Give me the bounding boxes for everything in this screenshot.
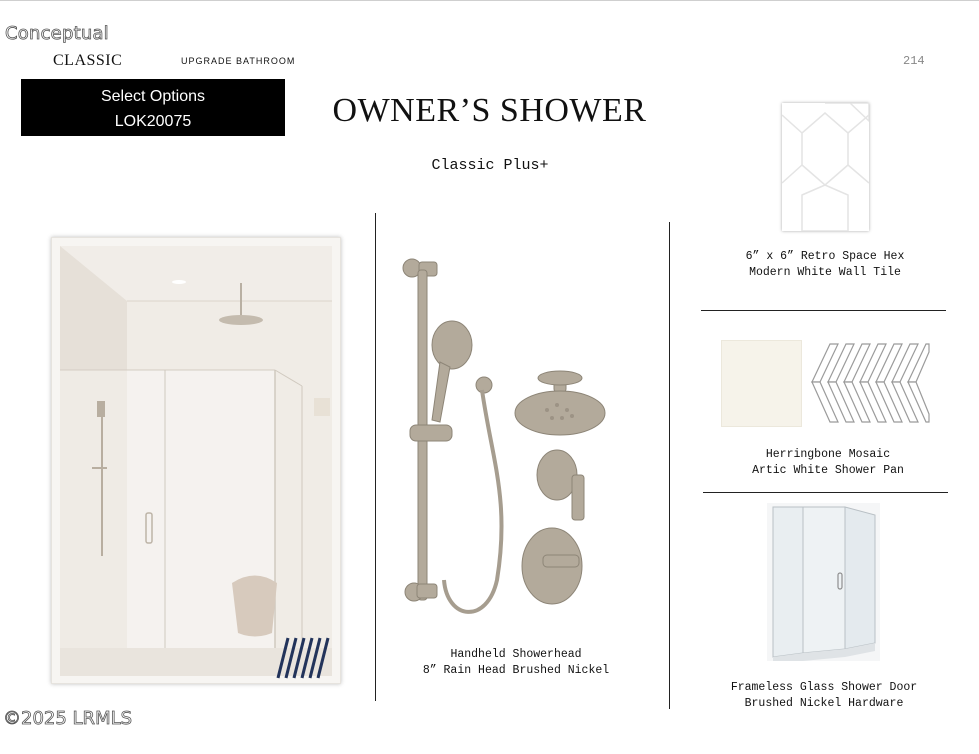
top-border <box>0 0 979 1</box>
fixtures-caption-line2: 8” Rain Head Brushed Nickel <box>422 663 610 677</box>
collection-label: CLASSIC <box>53 52 123 69</box>
select-options-label: Select Options <box>100 88 206 105</box>
artic-white-swatch <box>721 340 802 427</box>
divider-right <box>669 222 670 709</box>
hex-wall-tile-image <box>782 103 869 231</box>
fixtures-caption-line1: Handheld Showerhead <box>450 648 582 661</box>
door-caption-line2: Brushed Nickel Hardware <box>744 696 904 710</box>
pan-caption-line2: Artic White Shower Pan <box>752 463 904 477</box>
shower-fixtures-image <box>392 250 622 630</box>
fixtures-caption <box>390 647 642 678</box>
door-caption-line1: Frameless Glass Shower Door <box>730 681 918 694</box>
shower-rendering-image <box>51 237 341 684</box>
pan-caption <box>728 447 928 478</box>
door-caption <box>720 680 928 711</box>
divider-tile <box>701 310 946 311</box>
page-title-text: OWNER’S SHOWER <box>332 92 647 129</box>
divider-pan <box>703 492 948 493</box>
tile-caption-line2: Modern White Wall Tile <box>749 265 901 279</box>
category-label: UPGRADE BATHROOM <box>181 56 296 66</box>
page-subtitle: Classic Plus+ <box>431 157 549 174</box>
divider-left <box>375 213 376 701</box>
tile-caption <box>720 249 930 280</box>
herringbone-mosaic-image <box>808 342 930 424</box>
conceptual-watermark: Conceptual <box>5 23 109 44</box>
pan-caption-line1: Herringbone Mosaic <box>765 448 891 461</box>
option-code: LOK20075 <box>114 113 192 130</box>
tile-caption-line1: 6” x 6” Retro Space Hex <box>745 250 905 263</box>
page-number: 214 <box>903 54 925 68</box>
copyright-watermark: ©2025 LRMLS <box>3 708 133 729</box>
frameless-glass-door-image <box>767 503 880 661</box>
